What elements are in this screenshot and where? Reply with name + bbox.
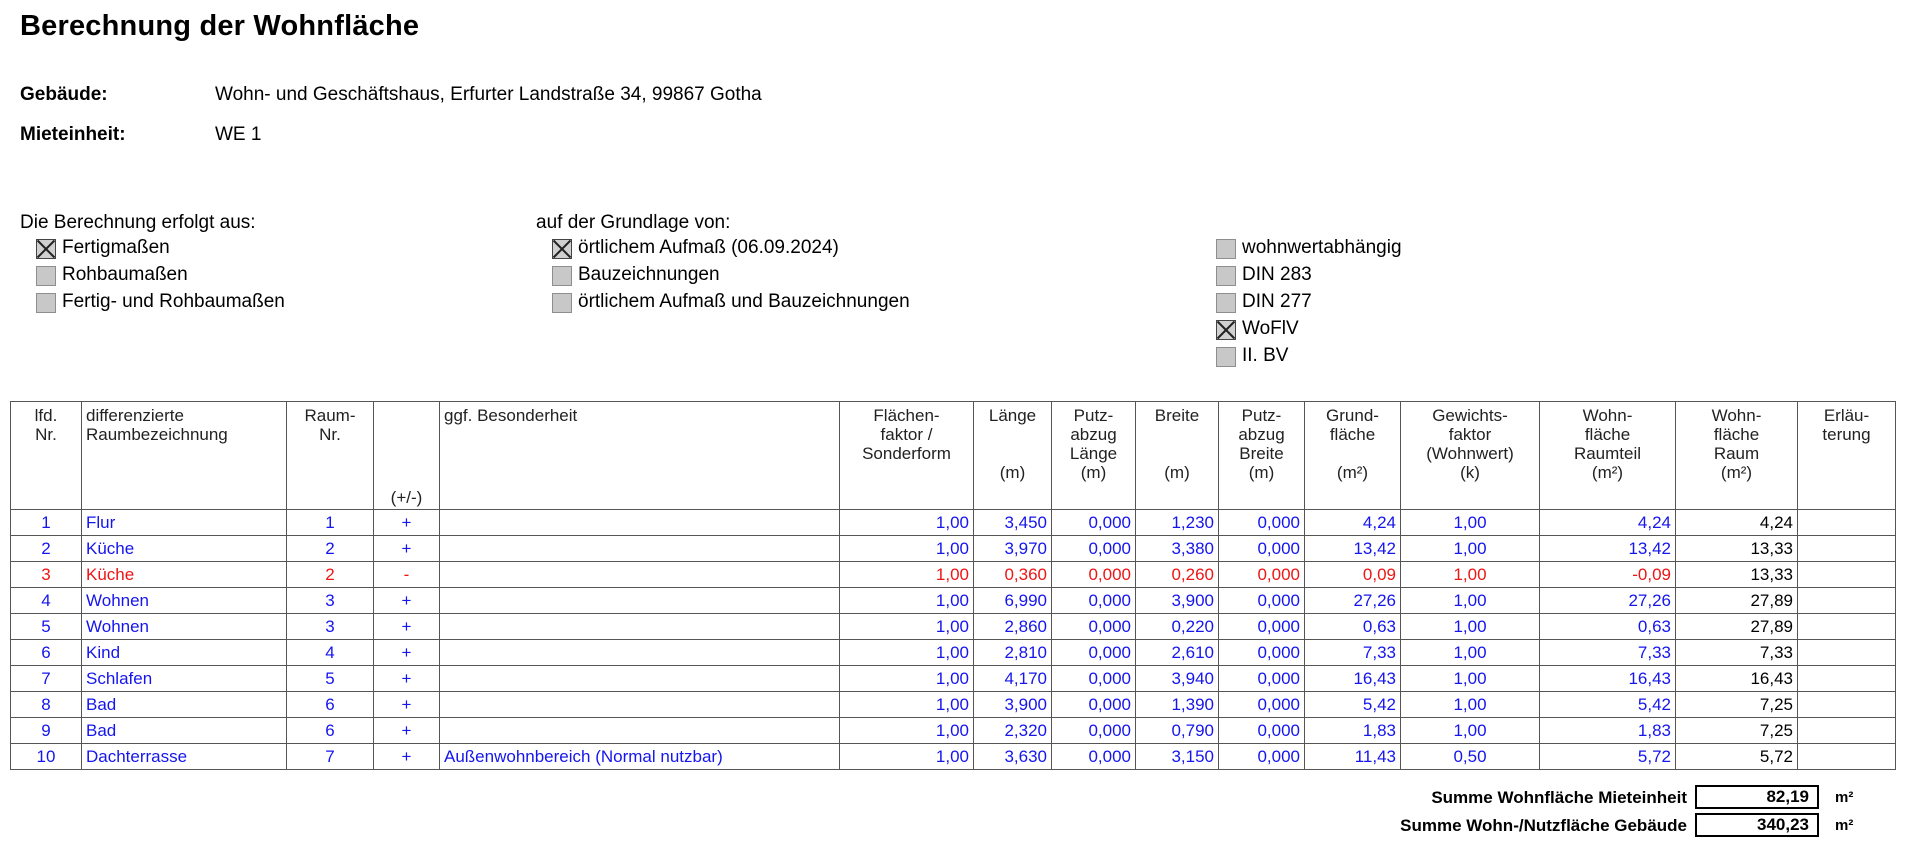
cell-bezeichnung: Kind <box>82 640 287 666</box>
cell-flaechenfaktor: 1,00 <box>840 510 974 536</box>
cell-wohnflaeche-raum: 13,33 <box>1676 536 1798 562</box>
option-label: örtlichem Aufmaß (06.09.2024) <box>578 237 839 258</box>
basis-heading: Die Berechnung erfolgt aus: <box>20 212 256 233</box>
cell-bezeichnung: Wohnen <box>82 614 287 640</box>
col-header-flaechenfaktor: Flächen- faktor / Sonderform <box>840 402 974 510</box>
cell-gewichtsfaktor: 1,00 <box>1401 536 1540 562</box>
col-header-breite: Breite (m) <box>1136 402 1219 510</box>
cell-breite: 1,390 <box>1136 692 1219 718</box>
option-aufmass-und-bauzeichnungen[interactable] <box>578 291 910 317</box>
cell-besonderheit <box>440 692 840 718</box>
cell-putzabzug-breite: 0,000 <box>1219 744 1305 770</box>
cell-raum-nr: 2 <box>287 536 374 562</box>
cell-breite: 3,900 <box>1136 588 1219 614</box>
cell-besonderheit <box>440 666 840 692</box>
cell-breite: 3,940 <box>1136 666 1219 692</box>
cell-breite: 2,610 <box>1136 640 1219 666</box>
checkbox-icon[interactable] <box>1216 320 1236 340</box>
cell-bezeichnung: Dachterrasse <box>82 744 287 770</box>
cell-plus-minus: + <box>374 718 440 744</box>
cell-erlaeuterung <box>1798 536 1896 562</box>
table-body <box>11 510 1896 770</box>
cell-plus-minus: - <box>374 562 440 588</box>
cell-wohnflaeche-raumteil: 27,26 <box>1540 588 1676 614</box>
cell-erlaeuterung <box>1798 588 1896 614</box>
cell-breite: 3,150 <box>1136 744 1219 770</box>
col-header-putzabzug-laenge: Putz- abzug Länge (m) <box>1052 402 1136 510</box>
area-calculation-table <box>10 401 1896 770</box>
col-header-wohnflaeche-raumteil: Wohn- fläche Raumteil (m²) <box>1540 402 1676 510</box>
col-header-besonderheit: ggf. Besonderheit <box>440 402 840 510</box>
option-fertig-rohbaumasse[interactable] <box>62 291 285 317</box>
cell-putzabzug-breite: 0,000 <box>1219 510 1305 536</box>
cell-breite: 3,380 <box>1136 536 1219 562</box>
cell-bezeichnung: Wohnen <box>82 588 287 614</box>
cell-grundflaeche: 11,43 <box>1305 744 1401 770</box>
cell-besonderheit: Außenwohnbereich (Normal nutzbar) <box>440 744 840 770</box>
table-row <box>11 536 1896 562</box>
cell-grundflaeche: 1,83 <box>1305 718 1401 744</box>
cell-besonderheit <box>440 536 840 562</box>
total-unit-value: 82,19 <box>1695 785 1819 809</box>
cell-wohnflaeche-raumteil: 0,63 <box>1540 614 1676 640</box>
checkbox-icon[interactable] <box>552 293 572 313</box>
cell-plus-minus: + <box>374 744 440 770</box>
norm-options <box>1200 212 1600 382</box>
cell-raum-nr: 7 <box>287 744 374 770</box>
cell-wohnflaeche-raum: 7,25 <box>1676 692 1798 718</box>
table-row <box>11 666 1896 692</box>
cell-bezeichnung: Schlafen <box>82 666 287 692</box>
table-row <box>11 614 1896 640</box>
cell-flaechenfaktor: 1,00 <box>840 640 974 666</box>
cell-besonderheit <box>440 562 840 588</box>
cell-breite: 0,790 <box>1136 718 1219 744</box>
cell-breite: 0,260 <box>1136 562 1219 588</box>
cell-putzabzug-laenge: 0,000 <box>1052 640 1136 666</box>
cell-wohnflaeche-raum: 13,33 <box>1676 562 1798 588</box>
option-label: II. BV <box>1242 345 1289 366</box>
cell-putzabzug-breite: 0,000 <box>1219 718 1305 744</box>
cell-wohnflaeche-raumteil: 4,24 <box>1540 510 1676 536</box>
option-label: DIN 283 <box>1242 264 1312 285</box>
cell-raum-nr: 2 <box>287 562 374 588</box>
cell-plus-minus: + <box>374 510 440 536</box>
cell-wohnflaeche-raumteil: 16,43 <box>1540 666 1676 692</box>
cell-nr: 2 <box>11 536 82 562</box>
cell-flaechenfaktor: 1,00 <box>840 588 974 614</box>
cell-plus-minus: + <box>374 614 440 640</box>
cell-raum-nr: 3 <box>287 614 374 640</box>
cell-plus-minus: + <box>374 536 440 562</box>
cell-putzabzug-laenge: 0,000 <box>1052 718 1136 744</box>
option-label: WoFlV <box>1242 318 1299 339</box>
cell-erlaeuterung <box>1798 744 1896 770</box>
cell-flaechenfaktor: 1,00 <box>840 718 974 744</box>
cell-bezeichnung: Küche <box>82 536 287 562</box>
table-header-row <box>11 402 1896 510</box>
option-label: Rohbaumaßen <box>62 264 188 285</box>
cell-putzabzug-laenge: 0,000 <box>1052 536 1136 562</box>
option-din-277[interactable] <box>1242 291 1312 317</box>
cell-besonderheit <box>440 510 840 536</box>
option-wohnwertabhaengig[interactable] <box>1242 237 1402 263</box>
cell-nr: 3 <box>11 562 82 588</box>
col-header-plus-minus: (+/-) <box>374 402 440 510</box>
cell-grundflaeche: 16,43 <box>1305 666 1401 692</box>
col-header-putzabzug-breite: Putz- abzug Breite (m) <box>1219 402 1305 510</box>
cell-laenge: 2,810 <box>974 640 1052 666</box>
cell-laenge: 4,170 <box>974 666 1052 692</box>
unit-label: Mieteinheit: <box>20 124 126 145</box>
cell-besonderheit <box>440 588 840 614</box>
cell-putzabzug-breite: 0,000 <box>1219 588 1305 614</box>
cell-wohnflaeche-raumteil: 7,33 <box>1540 640 1676 666</box>
cell-wohnflaeche-raumteil: 1,83 <box>1540 718 1676 744</box>
cell-laenge: 3,450 <box>974 510 1052 536</box>
cell-laenge: 3,900 <box>974 692 1052 718</box>
option-din-283[interactable] <box>1242 264 1312 290</box>
total-building-value: 340,23 <box>1695 813 1819 837</box>
col-header-wohnflaeche-raum: Wohn- fläche Raum (m²) <box>1676 402 1798 510</box>
checkbox-icon[interactable] <box>552 239 572 259</box>
cell-laenge: 6,990 <box>974 588 1052 614</box>
cell-nr: 1 <box>11 510 82 536</box>
cell-putzabzug-breite: 0,000 <box>1219 640 1305 666</box>
cell-flaechenfaktor: 1,00 <box>840 666 974 692</box>
cell-putzabzug-laenge: 0,000 <box>1052 692 1136 718</box>
cell-putzabzug-breite: 0,000 <box>1219 536 1305 562</box>
cell-besonderheit <box>440 640 840 666</box>
cell-nr: 10 <box>11 744 82 770</box>
table-row <box>11 562 1896 588</box>
building-value: Wohn- und Geschäftshaus, Erfurter Landstraße 34, 99867 Gotha <box>215 84 762 105</box>
cell-nr: 9 <box>11 718 82 744</box>
grundlage-options <box>536 212 1096 322</box>
col-header-erlaeuterung: Erläu- terung <box>1798 402 1896 510</box>
cell-gewichtsfaktor: 1,00 <box>1401 640 1540 666</box>
cell-nr: 7 <box>11 666 82 692</box>
option-label: DIN 277 <box>1242 291 1312 312</box>
option-label: Bauzeichnungen <box>578 264 720 285</box>
cell-erlaeuterung <box>1798 562 1896 588</box>
cell-bezeichnung: Küche <box>82 562 287 588</box>
cell-laenge: 0,360 <box>974 562 1052 588</box>
checkbox-icon[interactable] <box>36 239 56 259</box>
cell-wohnflaeche-raum: 16,43 <box>1676 666 1798 692</box>
checkbox-icon[interactable] <box>1216 347 1236 367</box>
total-unit-label: Summe Wohnfläche Mieteinheit <box>1431 788 1687 807</box>
col-header-grundflaeche: Grund- fläche (m²) <box>1305 402 1401 510</box>
cell-erlaeuterung <box>1798 692 1896 718</box>
table-row <box>11 744 1896 770</box>
cell-gewichtsfaktor: 1,00 <box>1401 588 1540 614</box>
cell-plus-minus: + <box>374 640 440 666</box>
checkbox-icon[interactable] <box>36 266 56 286</box>
cell-putzabzug-laenge: 0,000 <box>1052 562 1136 588</box>
cell-grundflaeche: 5,42 <box>1305 692 1401 718</box>
cell-putzabzug-laenge: 0,000 <box>1052 666 1136 692</box>
cell-gewichtsfaktor: 1,00 <box>1401 562 1540 588</box>
cell-gewichtsfaktor: 1,00 <box>1401 510 1540 536</box>
basis-options <box>20 212 500 322</box>
total-building-symbol: m² <box>1835 817 1854 834</box>
unit-value: WE 1 <box>215 124 262 145</box>
cell-laenge: 2,320 <box>974 718 1052 744</box>
cell-putzabzug-laenge: 0,000 <box>1052 614 1136 640</box>
total-unit-symbol: m² <box>1835 789 1854 806</box>
cell-putzabzug-laenge: 0,000 <box>1052 744 1136 770</box>
option-ii-bv[interactable] <box>1242 345 1288 371</box>
cell-putzabzug-breite: 0,000 <box>1219 666 1305 692</box>
table-row <box>11 692 1896 718</box>
col-header-bezeichnung: differenzierte Raumbezeichnung <box>82 402 287 510</box>
cell-wohnflaeche-raumteil: -0,09 <box>1540 562 1676 588</box>
option-bauzeichnungen[interactable] <box>578 264 720 290</box>
option-rohbaumasse[interactable] <box>62 264 188 290</box>
option-label: Fertig- und Rohbaumaßen <box>62 291 285 312</box>
option-label: örtlichem Aufmaß und Bauzeichnungen <box>578 291 910 312</box>
cell-grundflaeche: 7,33 <box>1305 640 1401 666</box>
cell-flaechenfaktor: 1,00 <box>840 744 974 770</box>
cell-erlaeuterung <box>1798 614 1896 640</box>
cell-nr: 5 <box>11 614 82 640</box>
checkbox-icon[interactable] <box>552 266 572 286</box>
cell-erlaeuterung <box>1798 640 1896 666</box>
cell-nr: 4 <box>11 588 82 614</box>
cell-gewichtsfaktor: 1,00 <box>1401 718 1540 744</box>
cell-gewichtsfaktor: 1,00 <box>1401 614 1540 640</box>
cell-erlaeuterung <box>1798 718 1896 744</box>
cell-wohnflaeche-raumteil: 5,42 <box>1540 692 1676 718</box>
cell-laenge: 3,630 <box>974 744 1052 770</box>
cell-flaechenfaktor: 1,00 <box>840 614 974 640</box>
checkbox-icon[interactable] <box>1216 266 1236 286</box>
cell-nr: 8 <box>11 692 82 718</box>
cell-plus-minus: + <box>374 692 440 718</box>
cell-erlaeuterung <box>1798 510 1896 536</box>
cell-putzabzug-laenge: 0,000 <box>1052 588 1136 614</box>
cell-wohnflaeche-raum: 27,89 <box>1676 588 1798 614</box>
option-oertliches-aufmass[interactable] <box>578 237 839 263</box>
page-title: Berechnung der Wohnfläche <box>20 10 420 42</box>
col-header-nr: lfd. Nr. <box>11 402 82 510</box>
cell-nr: 6 <box>11 640 82 666</box>
cell-besonderheit <box>440 614 840 640</box>
table-row <box>11 510 1896 536</box>
cell-grundflaeche: 4,24 <box>1305 510 1401 536</box>
cell-laenge: 3,970 <box>974 536 1052 562</box>
cell-raum-nr: 6 <box>287 718 374 744</box>
cell-grundflaeche: 27,26 <box>1305 588 1401 614</box>
col-header-laenge: Länge (m) <box>974 402 1052 510</box>
cell-flaechenfaktor: 1,00 <box>840 536 974 562</box>
total-building-label: Summe Wohn-/Nutzfläche Gebäude <box>1400 816 1687 835</box>
table-row <box>11 588 1896 614</box>
cell-gewichtsfaktor: 1,00 <box>1401 666 1540 692</box>
building-label: Gebäude: <box>20 84 108 105</box>
cell-grundflaeche: 0,09 <box>1305 562 1401 588</box>
cell-wohnflaeche-raum: 27,89 <box>1676 614 1798 640</box>
total-building-row <box>0 812 1905 840</box>
option-label: Fertigmaßen <box>62 237 170 258</box>
cell-breite: 1,230 <box>1136 510 1219 536</box>
cell-raum-nr: 1 <box>287 510 374 536</box>
total-unit-row <box>0 784 1905 812</box>
option-label: wohnwertabhängig <box>1242 237 1402 258</box>
cell-raum-nr: 6 <box>287 692 374 718</box>
cell-putzabzug-breite: 0,000 <box>1219 614 1305 640</box>
cell-gewichtsfaktor: 0,50 <box>1401 744 1540 770</box>
col-header-gewichtsfaktor: Gewichts- faktor (Wohnwert) (k) <box>1401 402 1540 510</box>
cell-putzabzug-breite: 0,000 <box>1219 562 1305 588</box>
col-header-raum-nr: Raum- Nr. <box>287 402 374 510</box>
cell-putzabzug-breite: 0,000 <box>1219 692 1305 718</box>
cell-flaechenfaktor: 1,00 <box>840 692 974 718</box>
cell-wohnflaeche-raum: 4,24 <box>1676 510 1798 536</box>
cell-erlaeuterung <box>1798 666 1896 692</box>
option-woflv[interactable] <box>1242 318 1299 344</box>
cell-raum-nr: 3 <box>287 588 374 614</box>
cell-wohnflaeche-raumteil: 13,42 <box>1540 536 1676 562</box>
cell-wohnflaeche-raum: 7,33 <box>1676 640 1798 666</box>
checkbox-icon[interactable] <box>36 293 56 313</box>
table-row <box>11 640 1896 666</box>
cell-grundflaeche: 0,63 <box>1305 614 1401 640</box>
cell-gewichtsfaktor: 1,00 <box>1401 692 1540 718</box>
table-row <box>11 718 1896 744</box>
cell-wohnflaeche-raumteil: 5,72 <box>1540 744 1676 770</box>
checkbox-icon[interactable] <box>1216 239 1236 259</box>
cell-raum-nr: 5 <box>287 666 374 692</box>
cell-wohnflaeche-raum: 5,72 <box>1676 744 1798 770</box>
cell-grundflaeche: 13,42 <box>1305 536 1401 562</box>
cell-flaechenfaktor: 1,00 <box>840 562 974 588</box>
cell-raum-nr: 4 <box>287 640 374 666</box>
cell-wohnflaeche-raum: 7,25 <box>1676 718 1798 744</box>
cell-breite: 0,220 <box>1136 614 1219 640</box>
grundlage-heading: auf der Grundlage von: <box>536 212 731 233</box>
cell-plus-minus: + <box>374 588 440 614</box>
cell-putzabzug-laenge: 0,000 <box>1052 510 1136 536</box>
cell-bezeichnung: Bad <box>82 692 287 718</box>
cell-plus-minus: + <box>374 666 440 692</box>
cell-bezeichnung: Flur <box>82 510 287 536</box>
cell-besonderheit <box>440 718 840 744</box>
cell-bezeichnung: Bad <box>82 718 287 744</box>
option-fertigmasse[interactable] <box>62 237 170 263</box>
cell-laenge: 2,860 <box>974 614 1052 640</box>
checkbox-icon[interactable] <box>1216 293 1236 313</box>
